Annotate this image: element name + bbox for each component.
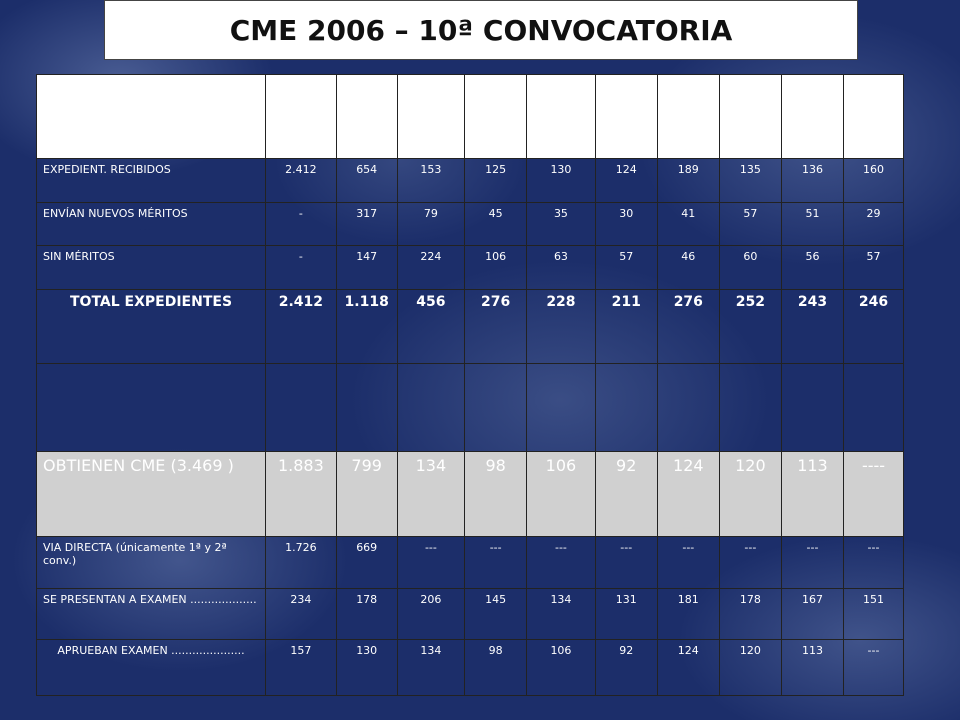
table-cell: 1.726 <box>266 536 337 588</box>
table-cell: 317 <box>336 202 397 246</box>
table-cell: 669 <box>336 536 397 588</box>
table-cell: 228 <box>527 289 596 363</box>
table-cell: 130 <box>527 159 596 203</box>
table-cell: 276 <box>657 289 719 363</box>
table-cell: 160 <box>844 159 904 203</box>
table-cell: 145 <box>465 588 527 640</box>
empty-cell <box>844 363 904 451</box>
table-cell: 63 <box>527 246 596 290</box>
table-cell: --- <box>595 536 657 588</box>
column-header: CME 97 <box>266 75 337 159</box>
empty-cell <box>465 363 527 451</box>
table-cell: 56 <box>781 246 843 290</box>
table-cell: 92 <box>595 640 657 696</box>
row-label: ENVÍAN NUEVOS MÉRITOS <box>37 202 266 246</box>
table-cell: 57 <box>844 246 904 290</box>
table-cell: 243 <box>781 289 843 363</box>
table-cell: 46 <box>657 246 719 290</box>
table-cell: 124 <box>595 159 657 203</box>
total-row <box>37 289 904 363</box>
empty-cell <box>527 363 596 451</box>
table-cell: 151 <box>844 588 904 640</box>
column-header: CME 00 <box>465 75 527 159</box>
empty-row <box>37 363 904 451</box>
table-cell: --- <box>657 536 719 588</box>
table-cell: 106 <box>527 640 596 696</box>
table-cell: --- <box>527 536 596 588</box>
empty-cell <box>781 363 843 451</box>
column-header: CME 01 <box>527 75 596 159</box>
row-label: OBTIENEN CME (3.469 ) <box>37 451 266 536</box>
table-cell: - <box>266 202 337 246</box>
table-cell: 157 <box>266 640 337 696</box>
obtienen-row <box>37 451 904 536</box>
table-cell: 252 <box>719 289 781 363</box>
table-cell: 153 <box>397 159 464 203</box>
table-cell: --- <box>719 536 781 588</box>
empty-cell <box>266 363 337 451</box>
table-cell: 134 <box>397 451 464 536</box>
table-cell: 134 <box>397 640 464 696</box>
column-header: CME 98 <box>336 75 397 159</box>
table-cell: 57 <box>595 246 657 290</box>
table-cell: 106 <box>465 246 527 290</box>
header-label: SITUACIÓN EXPEDIENTES <box>37 75 266 159</box>
table-cell: 125 <box>465 159 527 203</box>
table-cell: 456 <box>397 289 464 363</box>
table-cell: --- <box>844 640 904 696</box>
table-cell: 124 <box>657 451 719 536</box>
empty-cell <box>657 363 719 451</box>
table-cell: 30 <box>595 202 657 246</box>
table-cell: 136 <box>781 159 843 203</box>
header-row <box>37 75 904 159</box>
table-cell: 1.118 <box>336 289 397 363</box>
empty-cell <box>719 363 781 451</box>
table-row <box>37 536 904 588</box>
table-cell: 35 <box>527 202 596 246</box>
column-header: CME 03 <box>657 75 719 159</box>
column-header: CM E 05 <box>781 75 843 159</box>
table-cell: ---- <box>844 451 904 536</box>
table-cell: 124 <box>657 640 719 696</box>
table-cell: 178 <box>336 588 397 640</box>
table-cell: 106 <box>527 451 596 536</box>
table-cell: 98 <box>465 640 527 696</box>
table-row <box>37 640 904 696</box>
table-cell: --- <box>781 536 843 588</box>
table-cell: 234 <box>266 588 337 640</box>
empty-cell <box>336 363 397 451</box>
table-row <box>37 159 904 203</box>
column-header: CM E 04 <box>719 75 781 159</box>
table-cell: 45 <box>465 202 527 246</box>
column-header: CM E 06 <box>844 75 904 159</box>
table-cell: 135 <box>719 159 781 203</box>
table-cell: 147 <box>336 246 397 290</box>
table-cell: 189 <box>657 159 719 203</box>
empty-cell <box>397 363 464 451</box>
table-cell: 206 <box>397 588 464 640</box>
table-cell: 120 <box>719 640 781 696</box>
page-title: CME 2006 – 10ª CONVOCATORIA <box>229 13 733 47</box>
empty-cell <box>37 363 266 451</box>
table-cell: 98 <box>465 451 527 536</box>
table-cell: 51 <box>781 202 843 246</box>
row-label: APRUEBAN EXAMEN ..................... <box>37 640 266 696</box>
table-cell: 57 <box>719 202 781 246</box>
row-label: SIN MÉRITOS <box>37 246 266 290</box>
table-cell: 120 <box>719 451 781 536</box>
table-cell: 1.883 <box>266 451 337 536</box>
table-cell: 178 <box>719 588 781 640</box>
table-cell: 246 <box>844 289 904 363</box>
table-cell: 29 <box>844 202 904 246</box>
table-cell: 2.412 <box>266 289 337 363</box>
table-cell: --- <box>465 536 527 588</box>
row-label: EXPEDIENT. RECIBIDOS <box>37 159 266 203</box>
column-header: CME 02 <box>595 75 657 159</box>
title-box <box>104 0 858 60</box>
row-label: SE PRESENTAN A EXAMEN ................... <box>37 588 266 640</box>
table-cell: 41 <box>657 202 719 246</box>
table-cell: 113 <box>781 451 843 536</box>
table-row <box>37 202 904 246</box>
table-cell: 92 <box>595 451 657 536</box>
expedientes-table <box>36 74 904 696</box>
table-row <box>37 588 904 640</box>
table-cell: 654 <box>336 159 397 203</box>
table-cell: 134 <box>527 588 596 640</box>
column-header: CME 99 <box>397 75 464 159</box>
table-cell: --- <box>397 536 464 588</box>
table-row <box>37 246 904 290</box>
empty-cell <box>595 363 657 451</box>
table-cell: 130 <box>336 640 397 696</box>
table-cell: 79 <box>397 202 464 246</box>
table-cell: - <box>266 246 337 290</box>
row-label: VIA DIRECTA (únicamente 1ª y 2ª conv.) <box>37 536 266 588</box>
table-cell: 2.412 <box>266 159 337 203</box>
table-cell: 60 <box>719 246 781 290</box>
row-label: TOTAL EXPEDIENTES <box>37 289 266 363</box>
table-cell: 131 <box>595 588 657 640</box>
table-cell: 211 <box>595 289 657 363</box>
table-cell: --- <box>844 536 904 588</box>
table-cell: 181 <box>657 588 719 640</box>
table-cell: 276 <box>465 289 527 363</box>
table-cell: 799 <box>336 451 397 536</box>
table-cell: 224 <box>397 246 464 290</box>
table-cell: 167 <box>781 588 843 640</box>
table-cell: 113 <box>781 640 843 696</box>
